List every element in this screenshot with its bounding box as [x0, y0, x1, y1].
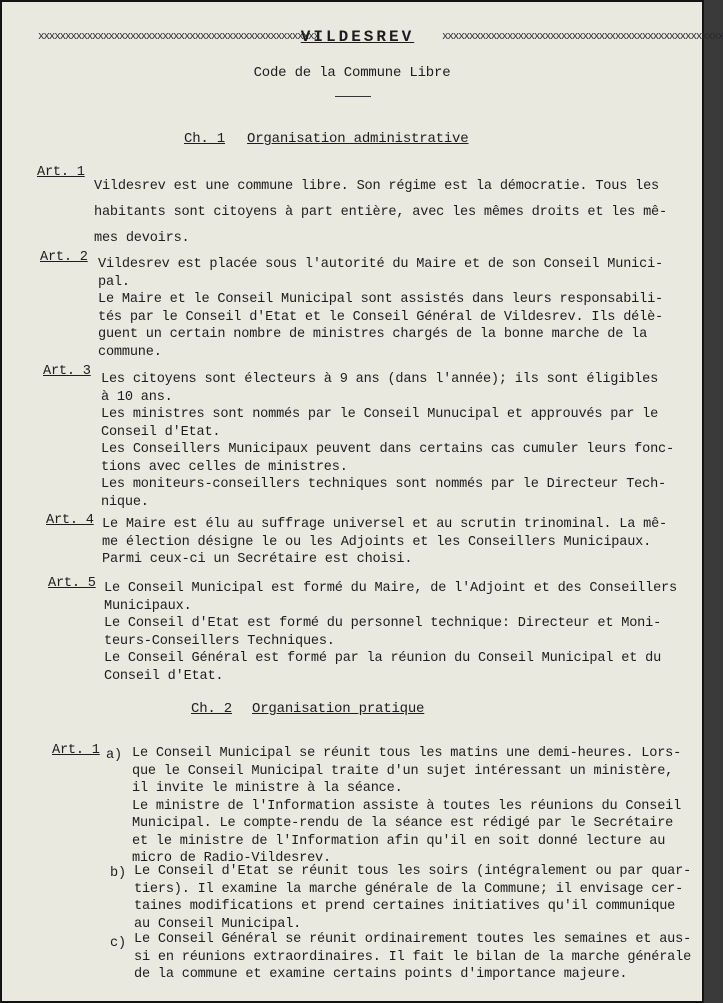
text-line: Les citoyens sont électeurs à 9 ans (dans l'année); ils sont éligibles	[101, 372, 659, 387]
ch1-art3-label: Art. 3	[43, 364, 91, 379]
text-line: tiers). Il examine la marche générale de la Commune; il envisage cer-	[134, 881, 684, 897]
text-line: mes devoirs.	[94, 231, 190, 246]
ch1-art1-text	[94, 174, 667, 252]
text-line: Les moniteurs-conseillers techniques sont nommés par le Directeur Tech-	[101, 477, 666, 492]
chapter-1-number: Ch. 1	[184, 131, 226, 147]
text-line: pal.	[98, 274, 130, 290]
text-line: Vildesrev est une commune libre. Son régime est la démocratie. Tous les	[94, 179, 659, 194]
text-line: Le Maire et le Conseil Municipal sont assistés dans leurs responsabili-	[98, 292, 663, 307]
text-line: Le ministre de l'Information assiste à toutes les réunions du Conseil	[132, 798, 682, 814]
text-line: tés par le Conseil d'Etat et le Conseil Général de Vildesrev. Ils délè-	[98, 309, 663, 325]
text-line: Municipaux.	[104, 598, 192, 614]
document-subtitle: Code de la Commune Libre	[253, 65, 451, 81]
chapter-2-heading	[191, 701, 424, 717]
text-line: si en réunions extraordinaires. Il fait le bilan de la marche générale	[134, 949, 692, 965]
text-line: Les ministres sont nommés par le Conseil Munucipal et approuvés par le	[101, 407, 659, 422]
text-line: Municipal. Le compte-rendu de la séance est rédigé par le Secrétaire	[132, 816, 674, 831]
ch2-art1-item-c-letter: c)	[110, 936, 126, 951]
text-line: nique.	[101, 494, 149, 510]
text-line: Parmi ceux-ci un Secrétaire est choisi.	[102, 552, 413, 567]
text-line: Le Conseil Général est formé par la réunion du Conseil Municipal et du	[104, 651, 662, 666]
header-ornament-right: xxxxxxxxxxxxxxxxxxxxxxxxxxxxxxxxxxxxxxxxxxxxxxxxxxxx	[442, 31, 723, 43]
text-line: me élection désigne le ou les Adjoints et les Conseillers Municipaux.	[102, 534, 652, 550]
text-line: Le Conseil Municipal est formé du Maire, de l'Adjoint et des Conseillers	[104, 581, 677, 596]
text-line: au Conseil Municipal.	[134, 916, 302, 932]
chapter-2-title: Organisation pratique	[252, 701, 425, 717]
text-line: Le Conseil Municipal se réunit tous les matins une demi-heures. Lors-	[132, 746, 682, 761]
text-line: Vildesrev est placée sous l'autorité du Maire et de son Conseil Munici-	[98, 257, 663, 272]
header-ornament-left: xxxxxxxxxxxxxxxxxxxxxxxxxxxxxxxxxxxxxxxxxxxxxxxxxxxx	[38, 31, 319, 43]
ch2-art1-item-c-text	[134, 931, 691, 984]
text-line: et le ministre de l'Information afin qu'il en soit donné lecture au	[132, 833, 666, 849]
ch1-art2-text	[98, 256, 663, 361]
text-line: Conseil d'Etat.	[104, 668, 224, 684]
chapter-1-heading	[184, 131, 468, 147]
document-title: VILDESREV	[300, 28, 415, 46]
text-line: guent un certain nombre de ministres chargés de la bonne marche de la	[98, 327, 648, 342]
text-line: Le Conseil d'Etat est formé du personnel technique: Directeur et Moni-	[104, 616, 662, 631]
text-line: commune.	[98, 344, 162, 360]
ch1-art2-label: Art. 2	[40, 250, 88, 265]
text-line: Conseil d'Etat.	[101, 424, 221, 440]
document-header	[2, 28, 723, 48]
ch2-art1-item-a-text	[132, 745, 681, 868]
text-line: Le Conseil Général se réunit ordinairement toutes les semaines et aus-	[134, 932, 692, 947]
text-line: Le Maire est élu au suffrage universel et au scrutin trinominal. La mê-	[102, 517, 667, 532]
ch1-art4-label: Art. 4	[46, 513, 94, 528]
text-line: tions avec celles de ministres.	[101, 459, 348, 475]
ch2-art1-label: Art. 1	[52, 743, 100, 758]
text-line: Le Conseil d'Etat se réunit tous les soirs (intégralement ou par quar-	[134, 864, 692, 879]
text-line: habitants sont citoyens à part entière, avec les mêmes droits et les mê-	[94, 205, 667, 220]
ch1-art5-text	[104, 580, 677, 685]
ch1-art4-text	[102, 516, 667, 569]
ch1-art1-label: Art. 1	[37, 165, 85, 180]
text-line: taines modifications et prend certaines initiatives qu'il communique	[134, 899, 676, 914]
ch2-art1-item-b-letter: b)	[110, 866, 126, 881]
text-line: il invite le ministre à la séance.	[132, 781, 403, 796]
ch2-art1-item-a-letter: a)	[106, 748, 122, 763]
text-line: teurs-Conseillers Techniques.	[104, 633, 335, 649]
ch1-art3-text	[101, 371, 674, 511]
chapter-1-title: Organisation administrative	[247, 131, 469, 147]
text-line: que le Conseil Municipal traite d'un sujet intéressant un ministère,	[132, 763, 674, 779]
text-line: micro de Radio-Vildesrev.	[132, 851, 331, 866]
text-line: à 10 ans.	[101, 389, 173, 405]
text-line: de la commune et examine certains points d'importance majeure.	[134, 967, 628, 982]
title-divider	[335, 96, 371, 97]
text-line: Les Conseillers Municipaux peuvent dans certains cas cumuler leurs fonc-	[101, 442, 674, 457]
chapter-2-number: Ch. 2	[191, 701, 233, 717]
ch2-art1-item-b-text	[134, 863, 691, 933]
ch1-art5-label: Art. 5	[48, 576, 96, 591]
